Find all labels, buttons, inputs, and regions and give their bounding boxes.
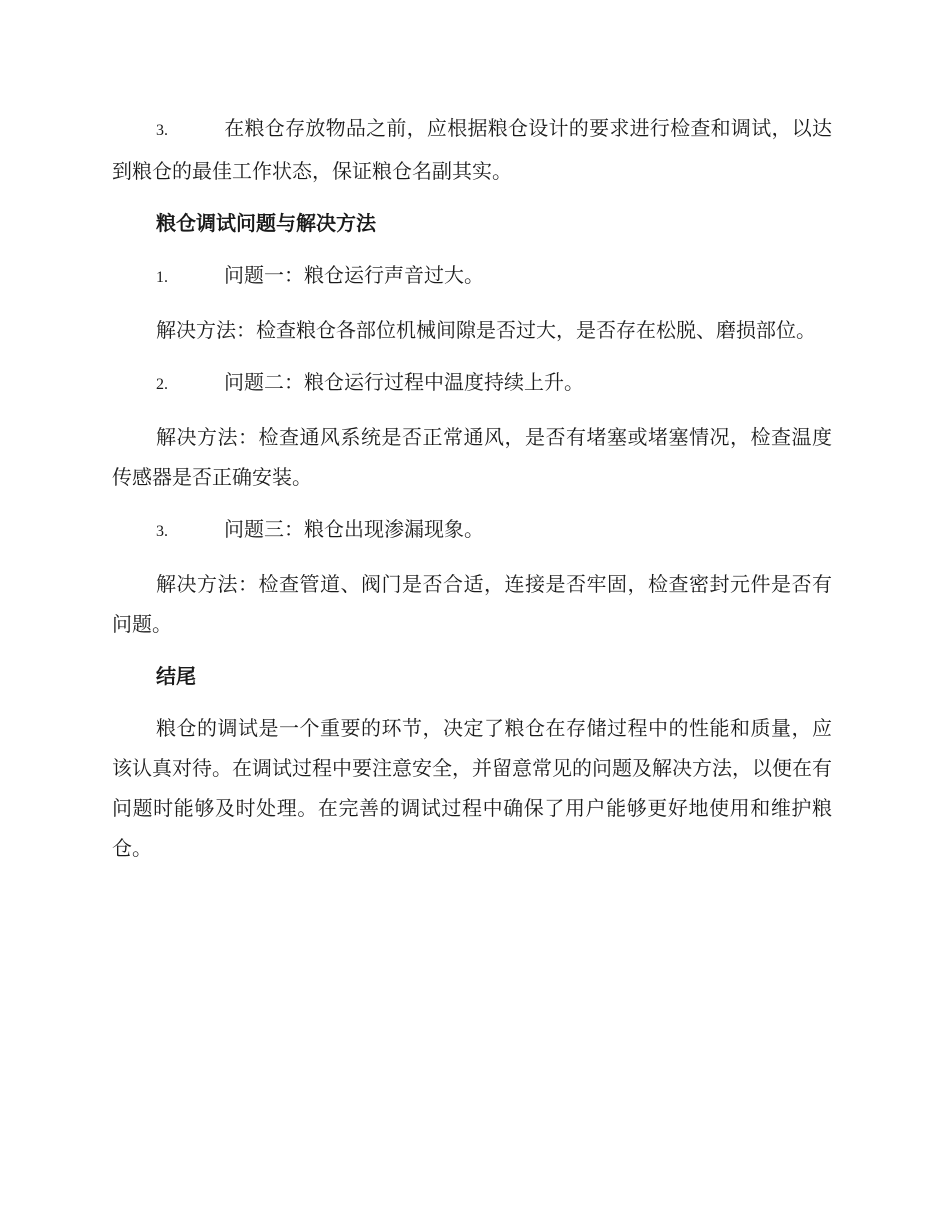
list-number: 2. — [156, 376, 168, 393]
list-text: 问题三：粮仓出现渗漏现象。 — [224, 517, 484, 541]
solution-paragraph-2: 解决方法：检查通风系统是否正常通风，是否有堵塞或堵塞情况，检查温度传感器是否正确安装。 — [112, 425, 832, 489]
conclusion-paragraph: 粮仓的调试是一个重要的环节，决定了粮仓在存储过程中的性能和质量，应该认真对待。在调试过程中要注意安全，并留意常见的问题及解决方法，以便在有问题时能够及时处理。在完善的调试过程中确保了用户能够更好地使用和维护粮仓。 — [112, 716, 832, 860]
list-text: 在粮仓存放物品之前，应根据粮仓设计的要求进行检查和调试，以达到粮仓的最佳工作状态，保证粮仓名副其实。 — [112, 116, 832, 183]
list-item-issue-3 — [112, 509, 832, 552]
solution-paragraph-1: 解决方法：检查粮仓各部位机械间隙是否过大，是否存在松脱、磨损部位。 — [156, 318, 816, 342]
list-number: 3. — [156, 122, 168, 139]
document-page — [112, 108, 832, 880]
list-item-issue-1 — [112, 255, 832, 298]
list-text: 问题二：粮仓运行过程中温度持续上升。 — [224, 370, 584, 394]
list-text: 问题一：粮仓运行声音过大。 — [224, 263, 484, 287]
list-item-issue-2 — [112, 362, 832, 405]
section-heading-issues: 粮仓调试问题与解决方法 — [156, 211, 376, 235]
list-item-prep-check — [112, 108, 832, 191]
list-number: 3. — [156, 523, 168, 540]
section-heading-conclusion: 结尾 — [156, 664, 196, 688]
list-number: 1. — [156, 269, 168, 286]
solution-paragraph-3: 解决方法：检查管道、阀门是否合适，连接是否牢固，检查密封元件是否有问题。 — [112, 572, 832, 636]
